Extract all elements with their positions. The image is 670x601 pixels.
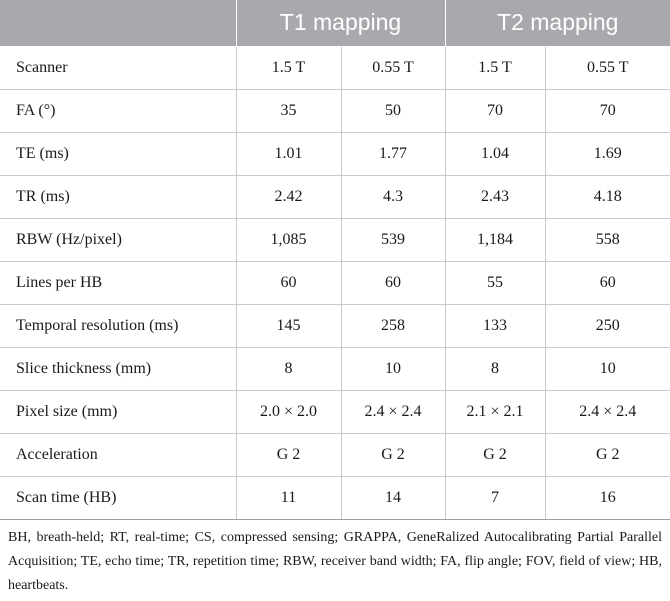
header-row xyxy=(0,0,670,46)
table-cell: 70 xyxy=(545,89,670,132)
row-label: Acceleration xyxy=(0,433,236,476)
header-t1-mapping: T1 mapping xyxy=(236,0,445,46)
row-label: Pixel size (mm) xyxy=(0,390,236,433)
header-t2-mapping: T2 mapping xyxy=(445,0,670,46)
table-cell: 60 xyxy=(545,261,670,304)
table-row xyxy=(0,261,670,304)
table-cell: 250 xyxy=(545,304,670,347)
table-cell: 50 xyxy=(341,89,445,132)
table-cell: 2.42 xyxy=(236,175,341,218)
table-footnote: BH, breath-held; RT, real-time; CS, compressed sensing; GRAPPA, GeneRalized Autocalibrating Partial Parallel Acquisition; TE, echo time; TR, repetition time; RBW, receiver band width; FA, flip angle; FOV, field of view; HB, heartbeats. xyxy=(8,529,662,593)
table-cell: 1.01 xyxy=(236,132,341,175)
table-cell: 1,085 xyxy=(236,218,341,261)
table-cell: 4.18 xyxy=(545,175,670,218)
table-cell: 60 xyxy=(236,261,341,304)
table-cell: G 2 xyxy=(236,433,341,476)
table-row xyxy=(0,390,670,433)
table-cell: 1.69 xyxy=(545,132,670,175)
table-cell: 35 xyxy=(236,89,341,132)
table-cell: 2.4 × 2.4 xyxy=(341,390,445,433)
table-cell: 16 xyxy=(545,476,670,519)
table-cell: 2.4 × 2.4 xyxy=(545,390,670,433)
table-cell: G 2 xyxy=(341,433,445,476)
table-cell: 539 xyxy=(341,218,445,261)
table-cell: G 2 xyxy=(545,433,670,476)
header-corner-cell xyxy=(0,0,236,46)
table-cell: 1.04 xyxy=(445,132,545,175)
table-cell: G 2 xyxy=(445,433,545,476)
table-body xyxy=(0,46,670,519)
table-row xyxy=(0,304,670,347)
table-cell: 558 xyxy=(545,218,670,261)
table-cell: 1.5 T xyxy=(445,46,545,89)
table-cell: 0.55 T xyxy=(545,46,670,89)
row-label: Scanner xyxy=(0,46,236,89)
row-label: Slice thickness (mm) xyxy=(0,347,236,390)
table-row xyxy=(0,175,670,218)
table-row xyxy=(0,132,670,175)
table-cell: 4.3 xyxy=(341,175,445,218)
table-cell: 1.5 T xyxy=(236,46,341,89)
row-label: TE (ms) xyxy=(0,132,236,175)
table-cell: 10 xyxy=(341,347,445,390)
table-cell: 55 xyxy=(445,261,545,304)
row-label: Scan time (HB) xyxy=(0,476,236,519)
table-row xyxy=(0,89,670,132)
table-cell: 10 xyxy=(545,347,670,390)
table-cell: 2.1 × 2.1 xyxy=(445,390,545,433)
table-cell: 7 xyxy=(445,476,545,519)
table-row xyxy=(0,218,670,261)
row-label: FA (°) xyxy=(0,89,236,132)
table-cell: 2.43 xyxy=(445,175,545,218)
table-cell: 258 xyxy=(341,304,445,347)
row-label: RBW (Hz/pixel) xyxy=(0,218,236,261)
table-cell: 11 xyxy=(236,476,341,519)
table-cell: 8 xyxy=(445,347,545,390)
table-cell: 145 xyxy=(236,304,341,347)
table-cell: 14 xyxy=(341,476,445,519)
table-cell: 1,184 xyxy=(445,218,545,261)
table-header xyxy=(0,0,670,46)
row-label: Temporal resolution (ms) xyxy=(0,304,236,347)
table-row xyxy=(0,46,670,89)
table-cell: 60 xyxy=(341,261,445,304)
table-cell: 1.77 xyxy=(341,132,445,175)
table-cell: 133 xyxy=(445,304,545,347)
table-cell: 2.0 × 2.0 xyxy=(236,390,341,433)
table-cell: 0.55 T xyxy=(341,46,445,89)
table-cell: 70 xyxy=(445,89,545,132)
table-cell: 8 xyxy=(236,347,341,390)
table-row xyxy=(0,347,670,390)
table-row xyxy=(0,433,670,476)
row-label: TR (ms) xyxy=(0,175,236,218)
row-label: Lines per HB xyxy=(0,261,236,304)
table-row xyxy=(0,476,670,519)
